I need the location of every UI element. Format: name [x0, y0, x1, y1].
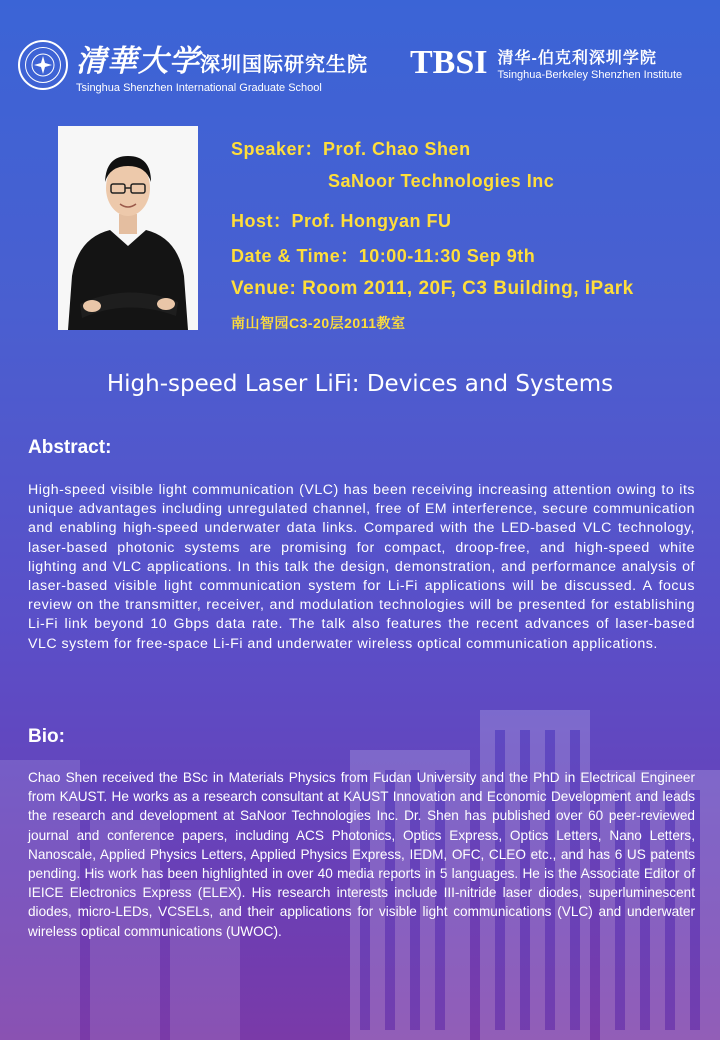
header	[0, 0, 720, 120]
venue-cn-line: 南山智园C3-20层2011教室	[231, 315, 406, 331]
bio-heading: Bio:	[28, 726, 65, 747]
abstract-text: High-speed visible light communication (VLC) has been receiving increasing attention owing to its unique advantages including unregulated channel, free of EM interference, secure communication and enabling high-speed underwater data links. Compared with the LED-based VLC technology, laser-based photonic systems are promising for compact, droop-free, and high-speed white lighting and VLC applications. In this talk the design, demonstration, and performance analysis of laser-based visible light communication system for Li-Fi applications will be discussed. A focus review on the transmitter, receiver, and modulation technologies will be presented for establishing Li-Fi link beyond 10 Gbps data rate. The talk also features the recent advances of laser-based VLC system for free-space Li-Fi and underwater wireless optical communication applications.	[28, 482, 695, 652]
logo-en-name: Tsinghua Shenzhen International Graduate School	[76, 82, 322, 94]
talk-title: High-speed Laser LiFi: Devices and Systems	[106, 371, 614, 397]
bio-text: Chao Shen received the BSc in Materials Physics from Fudan University and the PhD in Electrical Engineer from KAUST. He works as a research consultant at KAUST Innovation and Economic Development and leads the research and development at SaNoor Technologies Inc. Dr. Shen has published over 60 peer-reviewed journal and conference papers, including ACS Photonics, Optics Express, Optics Letters, Nano Letters, Nanoscale, Applied Physics Letters, Applied Physics Express, IEDM, OFC, CLEO etc., and has 6 US patents pending. His work has been highlighted in over 40 media reports in 5 languages. He is the Associate Editor of IEICE Electronics Express (ELEX). His research interests include III-nitride laser diodes, superluminescent diodes, micro-LEDs, VCSELs, and their applications for visible light communications (VLC) and underwater wireless optical communications (UWOC).	[28, 770, 695, 939]
venue-line: Venue: Room 2011, 20F, C3 Building, iPark	[231, 278, 634, 299]
tbsi-cn-name: 清华-伯克利深圳学院	[497, 50, 657, 67]
tbsi-en-name: Tsinghua-Berkeley Shenzhen Institute	[497, 69, 683, 81]
affiliation-line: SaNoor Technologies Inc	[328, 171, 555, 191]
datetime-line: Date & Time：10:00-11:30 Sep 9th	[231, 246, 536, 266]
abstract-heading: Abstract:	[28, 437, 112, 458]
tsinghua-sigs-logo[interactable]	[18, 36, 368, 94]
tbsi-logo[interactable]	[410, 44, 682, 82]
host-line: Host：Prof. Hongyan FU	[231, 211, 452, 231]
tsinghua-seal-icon	[18, 40, 68, 90]
tbsi-abbr: TBSI	[410, 44, 488, 81]
logo-cn-sub: 深圳国际研究生院	[200, 52, 368, 76]
logo-cn-main: 清華大学	[76, 44, 200, 79]
speaker-portrait	[58, 126, 198, 330]
speaker-line: Speaker：Prof. Chao Shen	[231, 139, 471, 159]
